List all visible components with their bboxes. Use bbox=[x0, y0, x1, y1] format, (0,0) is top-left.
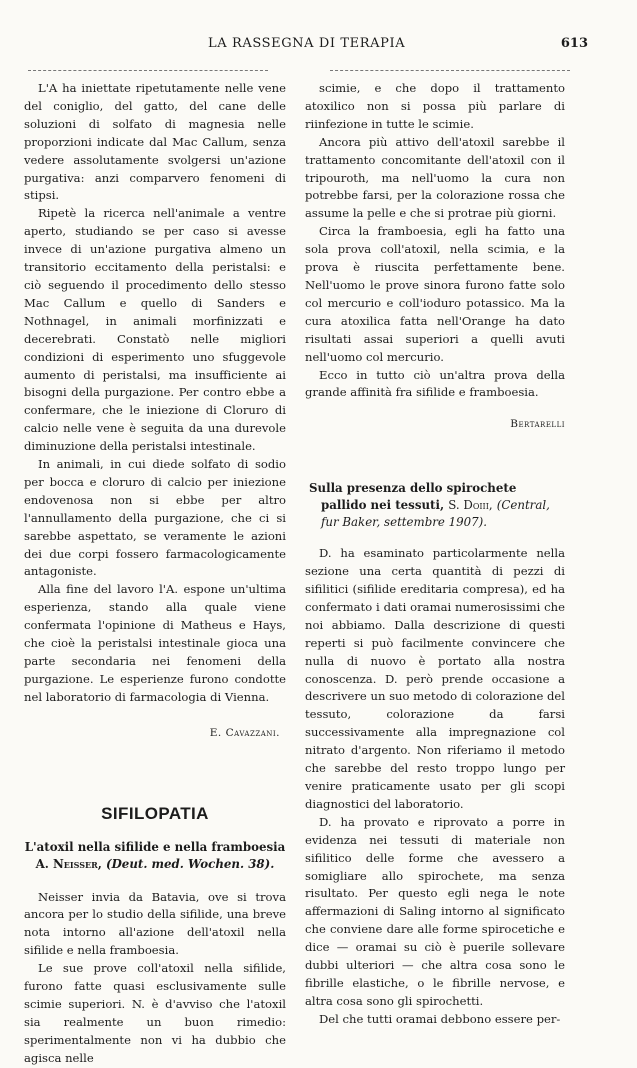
header-rule-right bbox=[330, 70, 570, 71]
article-source: (Deut. med. Wochen. 38). bbox=[106, 856, 275, 871]
paragraph: Circa la framboesia, egli ha fatto una sola prova coll'atoxil, nella scimia, e la prova è riuscita perfettamente bene. Nell'uomo le prove sinora furono fatte solo col mercurio e coll'ioduro potassico. Ma la cura atoxilica fatta nell'Orange ha dato risultati assai superiori a quelli avuti nell'uomo col mercurio. bbox=[305, 224, 565, 364]
section-heading: SIFILOPATIA bbox=[101, 803, 209, 823]
paragraph: Ancora più attivo dell'atoxil sarebbe il trattamento concomitante dell'atoxil con il tripouroth, ma nell'uomo la cura non potrebbe farsi, per la colorazione rossa che assume la pelle e che si protrae più giorni. bbox=[305, 134, 565, 221]
article-author: S. Doiii, bbox=[448, 498, 493, 513]
paragraph: Del che tutti oramai debbono essere per- bbox=[319, 1011, 561, 1026]
paragraph: Ecco in tutto ciò un'altra prova della grande affinità fra sifilide e framboesia. bbox=[305, 367, 565, 400]
paragraph: Ripetè la ricerca nell'animale a ventre aperto, studiando se per caso si avesse invece di un'azione purgativa almeno un transitorio eccitamento della peristalsi: e ciò seguendo il procedimento dello stesso Mac Callum e quello di Sanders e Nothnagel, in animali morfinizzati e decerebrati. Constatò nelle migliori condizioni di esperimento uno sfuggevole aumento di peristalsi, ma insufficiente ai bisogni della purgazione. Per contro ebbe a confermare, che le iniezione di Cloruro di calcio nelle vene è seguita da una durevole diminuzione della peristalsi intestinale. bbox=[24, 206, 286, 454]
paragraph: scimie, e che dopo il trattamento atoxilico non si possa più parlare di riinfezione in tutte le scimie. bbox=[305, 81, 565, 131]
author-signature: Bertarelli bbox=[510, 418, 565, 431]
paragraph: D. ha esaminato particolarmente nella sezione una certa quantità di pezzi di sifilitici (sifilide ereditaria compresa), ed ha confermato i dati oramai numerosissimi che noi abbiamo. Dalla descrizione di questi reperti si può facilmente convincere che nulla di nuovo è portato alla nostra conoscenza. D. però prende occasione a descrivere un suo metodo di colorazione del tessuto, colorazione da farsi successivamente alla impregnazione col nitrato d'argento. Non riferiamo il metodo che sarebbe del resto troppo lungo per venire praticamente usato per gli scopi diagnostici del laboratorio. bbox=[305, 546, 565, 811]
paragraph: In animali, in cui diede solfato di sodio per bocca e cloruro di calcio per iniezione endovenosa non si ebbe per altro l'annullamento della purgazione, che ci si sarebbe aspettato, se veramente le azioni dei due corpi fossero farmacologicamente antagoniste. bbox=[24, 457, 286, 579]
header-rule-left bbox=[28, 70, 268, 71]
article-source: (Central, fur Baker, settembre 1907). bbox=[321, 498, 550, 530]
left-column bbox=[24, 80, 286, 1068]
running-title: LA RASSEGNA DI TERAPIA bbox=[208, 36, 406, 51]
page-number: 613 bbox=[560, 36, 588, 51]
paragraph: Neisser invia da Batavia, ove si trova ancora per lo studio della sifilide, una breve nota intorno all'azione dell'atoxil nella sifilide e nella framboesia. bbox=[24, 889, 286, 958]
page-header bbox=[18, 36, 618, 58]
paragraph: L'A ha iniettate ripetutamente nelle vene del coniglio, del gatto, del cane delle soluzioni di solfato di magnesia nelle proporzioni indicate dal Mac Callum, senza vedere assolutamente svolgersi un'azione purgativa: anzi comparvero fenomeni di stipsi. bbox=[24, 81, 286, 203]
author-signature: E. Cavazzani. bbox=[209, 726, 280, 739]
article-title bbox=[24, 839, 286, 873]
paragraph: Le sue prove coll'atoxil nella sifilide, furono fatte quasi esclusivamente sulle scimie superiori. N. è d'avviso che l'atoxil sia realmente un buon rimedio: sperimentalmente non vi ha dubbio che agisca nelle bbox=[24, 961, 286, 1065]
paragraph: D. ha provato e riprovato a porre in evidenza nei tessuti di materiale non sifilitico delle forme che avessero a somigliare allo spirochete, ma senza risultato. Per questo egli nega le note affermazioni di Saling intorno al significato che conviene dare alle forme spirocetiche e dice — oramai su ciò è puerile sollevare dubbi ulteriori — che altra cosa sono le fibrille elastiche, o le fibrille nervose, e altra cosa sono gli spirochetti. bbox=[305, 814, 565, 1008]
article-author: A. Neisser, bbox=[35, 856, 102, 871]
article-title-text: L'atoxil nella sifilide e nella framboesia bbox=[24, 839, 286, 854]
right-column bbox=[305, 80, 565, 1029]
article-title bbox=[305, 480, 565, 531]
article-title-text: Sulla presenza dello spirochete pallido nei tessuti, bbox=[309, 481, 517, 513]
paragraph: Alla fine del lavoro l'A. espone un'ultima esperienza, stando alla quale viene confermata l'opinione di Matheus e Hays, che cioè la peristalsi intestinale gioca una parte secondaria nei fenomeni della purgazione. Le esperienze furono condotte nel laboratorio di farmacologia di Vienna. bbox=[24, 582, 286, 704]
